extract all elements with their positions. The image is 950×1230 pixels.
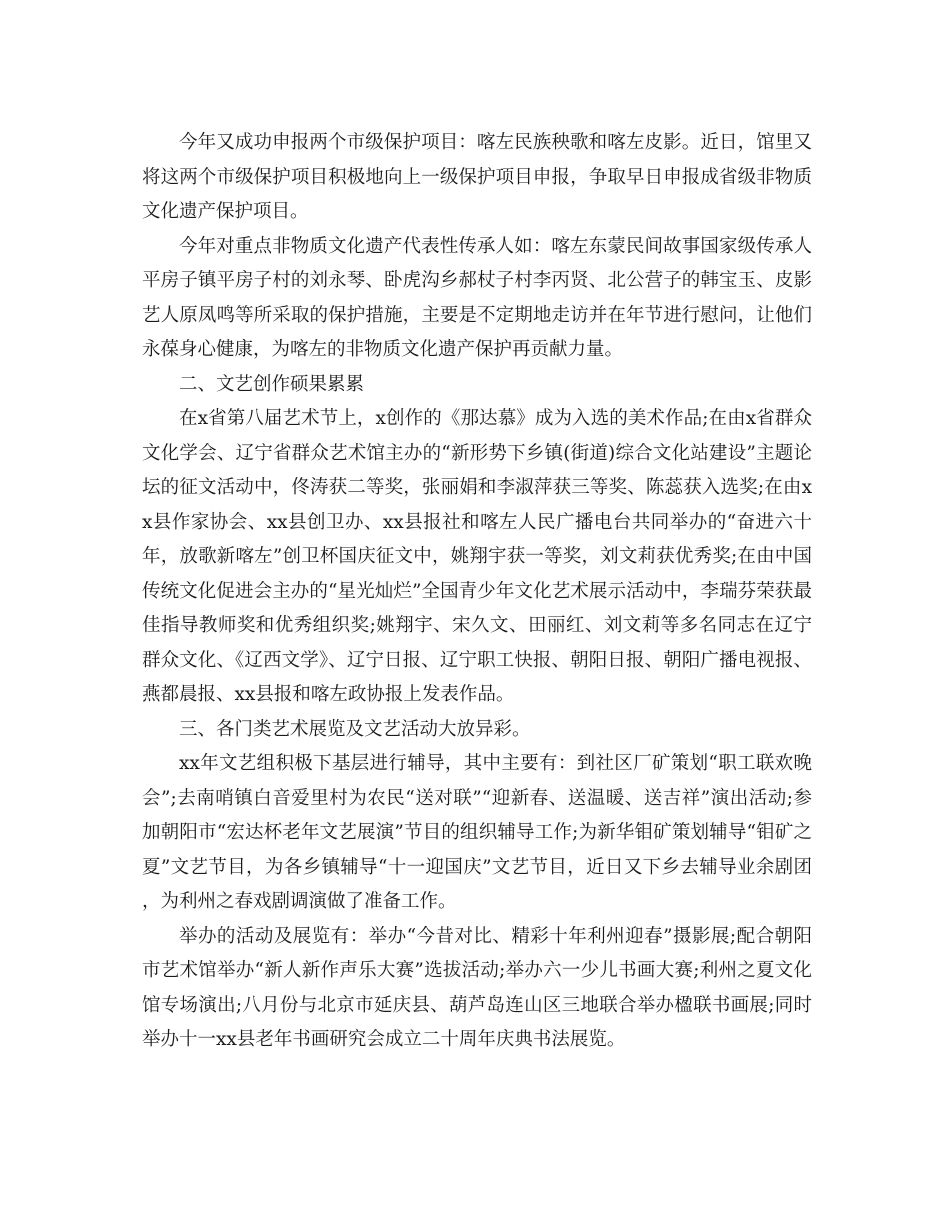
paragraph-inheritors: 今年对重点非物质文化遗产代表性传承人如：喀左东蒙民间故事国家级传承人平房子镇平房子村的刘永琴、卧虎沟乡郝杖子村李丙贤、北公营子的韩宝玉、皮影艺人原凤鸣等所采取的保护措施，主要是不定期地走访并在年节进行慰问，让他们永葆身心健康，为喀左的非物质文化遗产保护再贡献力量。: [142, 235, 812, 360]
paragraph-guidance: xx年文艺组积极下基层进行辅导，其中主要有：到社区厂矿策划“职工联欢晚会”;去南哨镇白音爱里村为农民“送对联”“迎新春、送温暖、送吉祥”演出活动;参加朝阳市“宏达杯老年文艺展演”节目的组织辅导工作;为新华钼矿策划辅导“钼矿之夏”文艺节目，为各乡镇辅导“十一迎国庆”文艺节目，近日又下乡去辅导业余剧团，为利州之春戏剧调演做了准备工作。: [142, 753, 812, 912]
document-body: [142, 126, 812, 1058]
paragraph-events: 举办的活动及展览有：举办“今昔对比、精彩十年利州迎春”摄影展;配合朝阳市艺术馆举办“新人新作声乐大赛”选拔活动;举办六一少儿书画大赛;利州之夏文化馆专场演出;八月份与北京市延庆县、葫芦岛连山区三地联合举办楹联书画展;同时举办十一xx县老年书画研究会成立二十周年庆典书法展览。: [142, 925, 812, 1050]
paragraph-awards: 在x省第八届艺术节上，x创作的《那达慕》成为入选的美术作品;在由x省群众文化学会、辽宁省群众艺术馆主办的“新形势下乡镇(街道)综合文化站建设”主题论坛的征文活动中，佟涛获二等奖，张丽娟和李淑萍获三等奖、陈蕊获入选奖;在由xx县作家协会、xx县创卫办、xx县报社和喀左人民广播电台共同举办的“奋进六十年，放歌新喀左”创卫杯国庆征文中，姚翔宇获一等奖，刘文莉获优秀奖;在由中国传统文化促进会主办的“星光灿烂”全国青少年文化艺术展示活动中，李瑞芬荣获最佳指导教师奖和优秀组织奖;姚翔宇、宋久文、田丽红、刘文莉等多名同志在辽宁群众文化、《辽西文学》、辽宁日报、辽宁职工快报、朝阳日报、朝阳广播电视报、燕都晨报、xx县报和喀左政协报上发表作品。: [142, 408, 812, 705]
section-heading-creation: 二、文艺创作硕果累累: [179, 373, 365, 395]
paragraph-protection-projects: 今年又成功申报两个市级保护项目：喀左民族秧歌和喀左皮影。近日，馆里又将这两个市级保护项目积极地向上一级保护项目申报，争取早日申报成省级非物质文化遗产保护项目。: [142, 132, 812, 222]
section-heading-exhibitions: 三、各门类艺术展览及文艺活动大放异彩。: [179, 718, 531, 740]
